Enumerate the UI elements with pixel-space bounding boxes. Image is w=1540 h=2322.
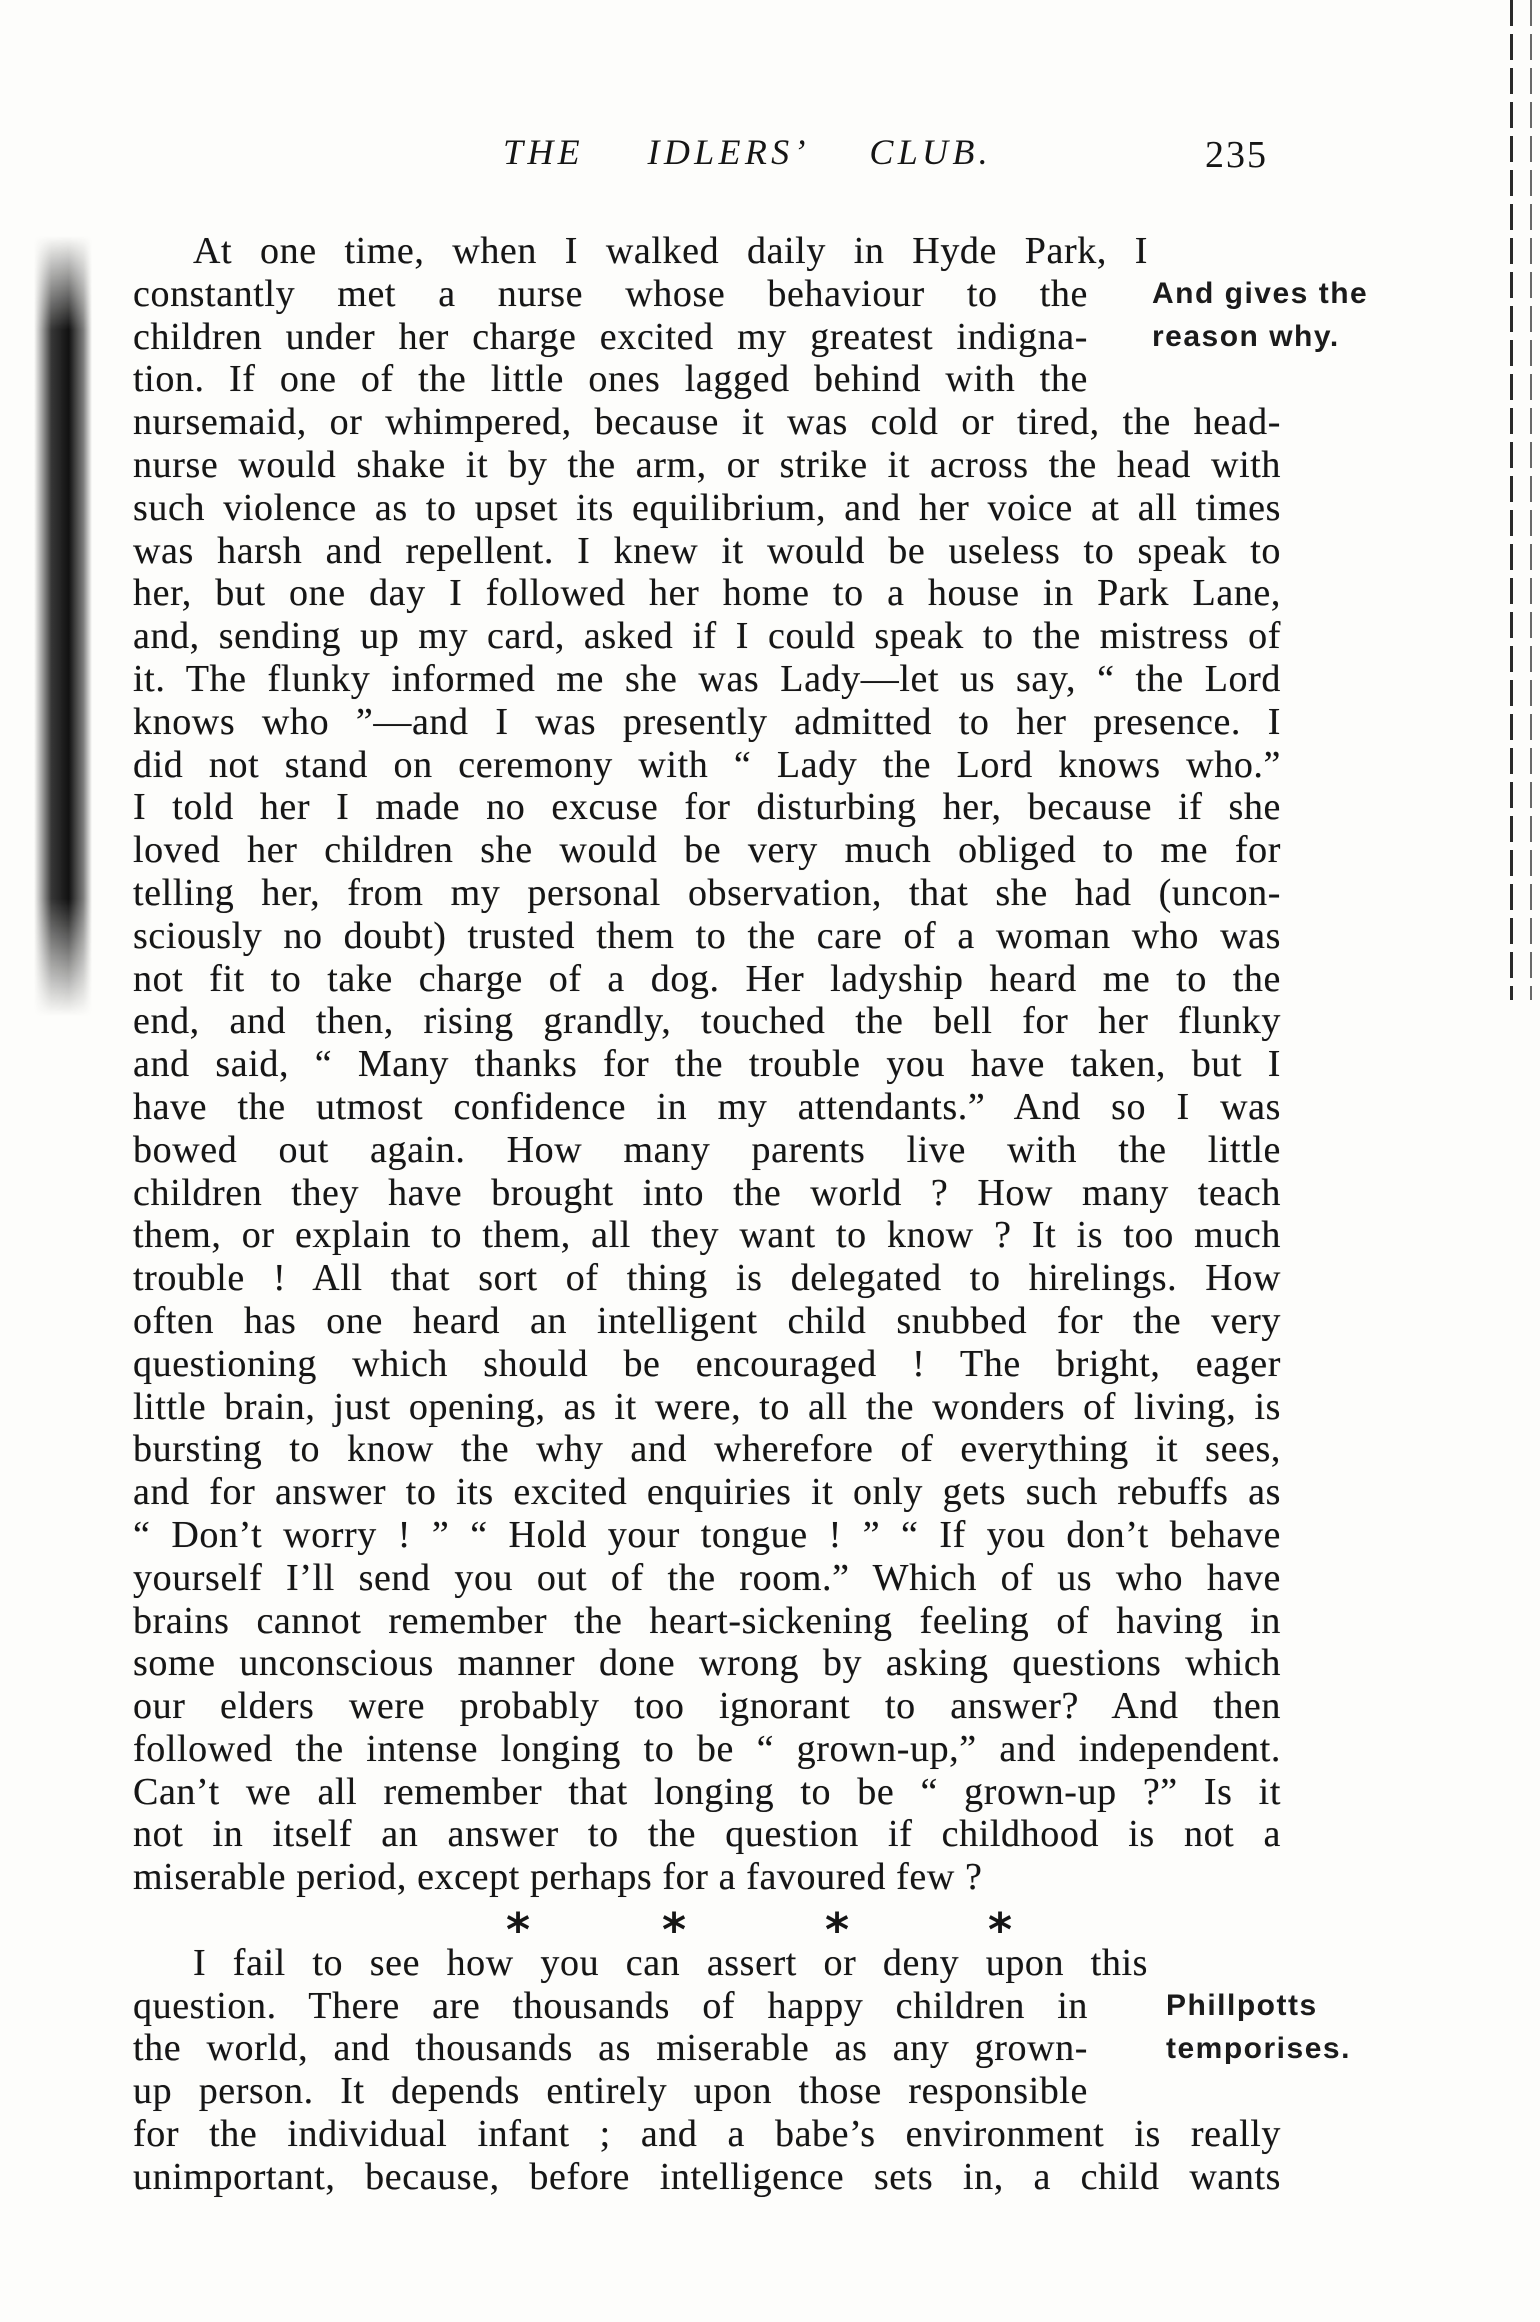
text-line: such violence as to upset its equilibrium, and her voice at all times — [133, 486, 1281, 529]
text-line: did not stand on ceremony with “ Lady the Lord knows who.” — [133, 743, 1281, 786]
text-line: and for answer to its excited enquiries it only gets such rebuffs as — [133, 1471, 1281, 1514]
text-line: for the individual infant ; and a babe’s environment is really — [133, 2113, 1281, 2156]
separator-star: * — [661, 1903, 687, 1958]
text-line: brains cannot remember the heart-sickening feeling of having in — [133, 1599, 1281, 1642]
text-line: not fit to take charge of a dog. Her ladyship heard me to the — [133, 957, 1281, 1000]
text-line: children under her charge excited my greatest indigna- — [133, 315, 1088, 358]
separator-star: * — [505, 1903, 531, 1958]
page-number: 235 — [1205, 134, 1268, 176]
text-line: end, and then, rising grandly, touched the bell for her flunky — [133, 1000, 1281, 1043]
text-line: tion. If one of the little ones lagged behind with the — [133, 358, 1088, 401]
text-line: telling her, from my personal observation, that she had (uncon- — [133, 871, 1281, 914]
text-line: trouble ! All that sort of thing is delegated to hirelings. How — [133, 1257, 1281, 1300]
text-line: children they have brought into the world ? How many teach — [133, 1171, 1281, 1214]
text-line: not in itself an answer to the question if childhood is not a — [133, 1813, 1281, 1856]
text-line: have the utmost confidence in my attendants.” And so I was — [133, 1085, 1281, 1128]
running-title: THE IDLERS’ CLUB. — [503, 132, 992, 172]
text-line: At one time, when I walked daily in Hyde Park, I — [193, 230, 1148, 272]
text-line: nursemaid, or whimpered, because it was cold or tired, the head- — [133, 401, 1281, 444]
text-line: questioning which should be encouraged ! The bright, eager — [133, 1342, 1281, 1385]
margin-note-line: Phillpotts — [1166, 1988, 1318, 2022]
text-line: some unconscious manner done wrong by asking questions which — [133, 1642, 1281, 1685]
scan-binding-shadow — [34, 236, 92, 1016]
text-line: her, but one day I followed her home to a house in Park Lane, — [133, 572, 1281, 615]
text-line: it. The flunky informed me she was Lady—let us say, “ the Lord — [133, 657, 1281, 700]
text-line: followed the intense longing to be “ grown-up,” and independent. — [133, 1727, 1281, 1770]
text-line: loved her children she would be very much obliged to me for — [133, 829, 1281, 872]
text-line: up person. It depends entirely upon those responsible — [133, 2070, 1088, 2113]
paragraph-1 — [133, 230, 1281, 1899]
section-separator — [133, 1899, 1281, 1958]
text-line: question. There are thousands of happy children in — [133, 1984, 1088, 2027]
text-line: “ Don’t worry ! ” “ Hold your tongue ! ” “ If you don’t behave — [133, 1513, 1281, 1556]
text-line: the world, and thousands as miserable as any grown- — [133, 2027, 1088, 2070]
separator-star: * — [824, 1903, 850, 1958]
text-line: our elders were probably too ignorant to answer? And then — [133, 1685, 1281, 1728]
margin-note-line: reason why. — [1152, 319, 1340, 353]
text-line: I told her I made no excuse for disturbing her, because if she — [133, 786, 1281, 829]
scan-edge-line — [1510, 0, 1513, 1000]
text-line: sciously no doubt) trusted them to the care of a woman who was — [133, 914, 1281, 957]
text-line: bursting to know the why and wherefore of everything it sees, — [133, 1428, 1281, 1471]
paragraph-2 — [133, 1942, 1281, 2199]
text-line: and, sending up my card, asked if I could speak to the mistress of — [133, 615, 1281, 658]
text-line: bowed out again. How many parents live with the little — [133, 1128, 1281, 1171]
text-line: miserable period, except perhaps for a favoured few ? — [133, 1856, 983, 1899]
margin-note-line: temporises. — [1166, 2031, 1351, 2065]
text-line: was harsh and repellent. I knew it would be useless to speak to — [133, 529, 1281, 572]
text-line: often has one heard an intelligent child snubbed for the very — [133, 1299, 1281, 1342]
margin-note-line: And gives the — [1152, 276, 1369, 310]
text-line: constantly met a nurse whose behaviour to the — [133, 272, 1088, 315]
text-line: I fail to see how you can assert or deny upon this — [193, 1941, 1148, 1984]
text-line: little brain, just opening, as it were, to all the wonders of living, is — [133, 1385, 1281, 1428]
text-line: nurse would shake it by the arm, or strike it across the head with — [133, 443, 1281, 486]
body-text — [133, 230, 1281, 2199]
text-line: unimportant, because, before intelligence sets in, a child wants — [133, 2155, 1281, 2198]
separator-star: * — [987, 1903, 1013, 1958]
scan-edge-line — [1530, 0, 1532, 1000]
text-line: Can’t we all remember that longing to be “ grown-up ?” Is it — [133, 1770, 1281, 1813]
text-line: yourself I’ll send you out of the room.” Which of us who have — [133, 1556, 1281, 1599]
text-line: them, or explain to them, all they want to know ? It is too much — [133, 1214, 1281, 1257]
text-line: knows who ”—and I was presently admitted to her presence. I — [133, 700, 1281, 743]
text-line: and said, “ Many thanks for the trouble you have taken, but I — [133, 1043, 1281, 1086]
